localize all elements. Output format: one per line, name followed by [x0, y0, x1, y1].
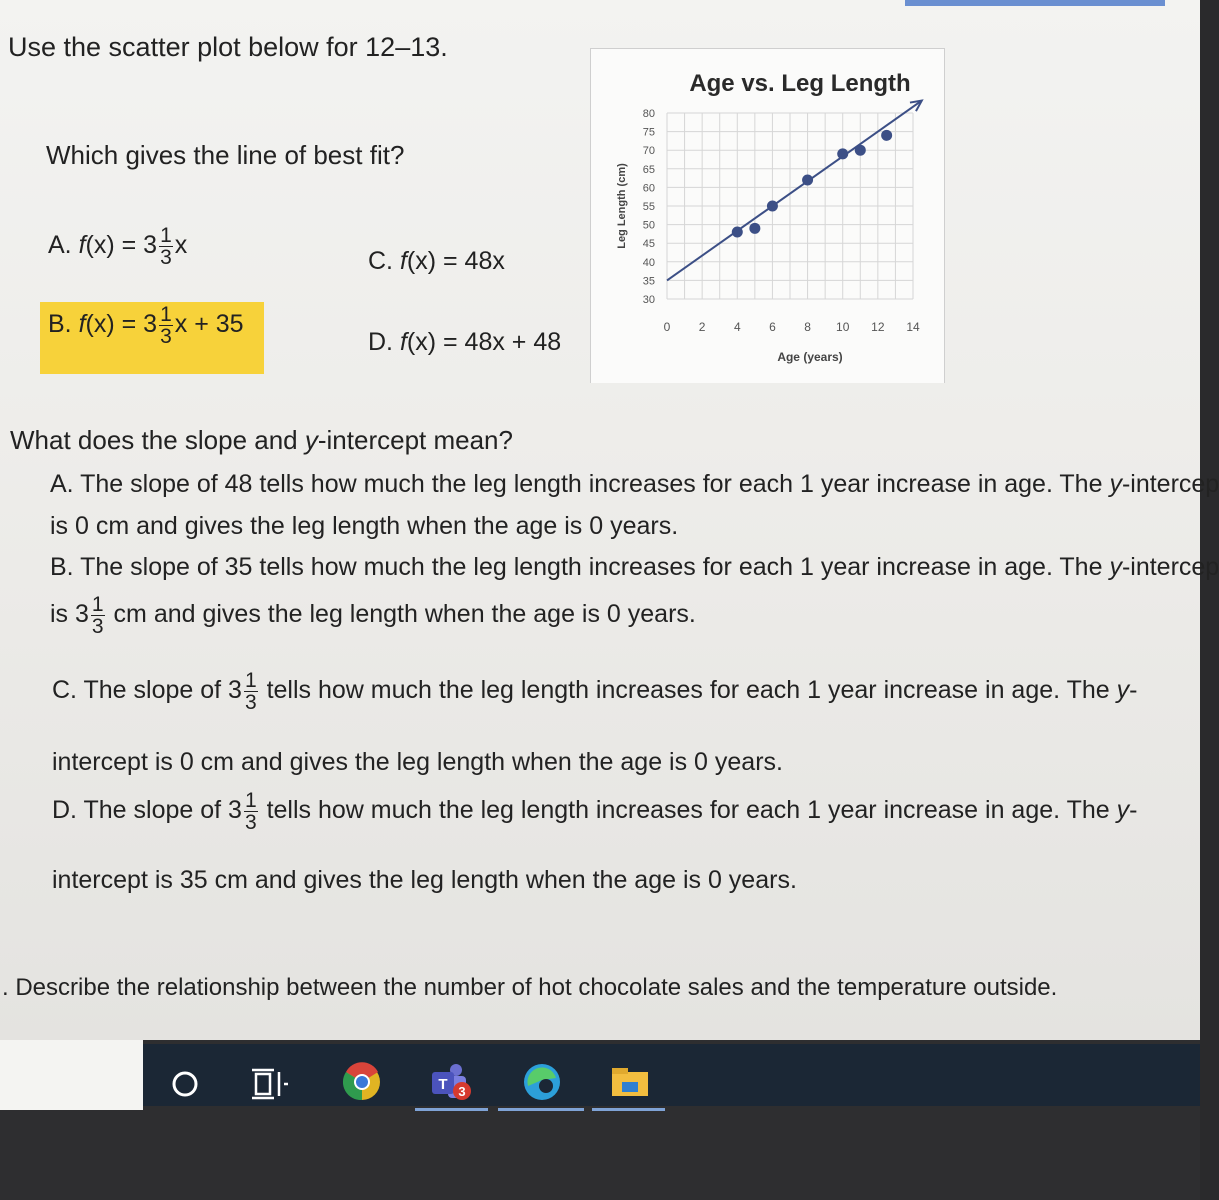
x-tick-label: 6: [769, 320, 776, 334]
x-tick-label: 12: [871, 320, 885, 334]
q13-option-d-line2: intercept is 35 cm and gives the leg length when the age is 0 years.: [52, 866, 797, 894]
scatter-plot-panel: [590, 48, 945, 383]
task-view-icon[interactable]: [246, 1058, 294, 1102]
y-tick-label: 65: [642, 163, 655, 176]
instructions-text: Use the scatter plot below for 12–13.: [8, 32, 448, 62]
y-tick-label: 35: [642, 275, 655, 288]
chart-title: Age vs. Leg Length: [689, 70, 911, 97]
x-tick-label: 14: [906, 320, 920, 334]
teams-letter: T: [438, 1076, 448, 1093]
q12-option-c[interactable]: C. f(x) = 48x: [368, 247, 505, 275]
q12-option-a[interactable]: A. f(x) = 3 $\frac{1}{3}$ x: [48, 224, 188, 269]
q13-option-c-line2: intercept is 0 cm and gives the leg length when the age is 0 years.: [52, 748, 783, 776]
data-point: [802, 174, 813, 185]
x-axis-label: Age (years): [777, 350, 843, 364]
teams-badge: 3: [458, 1084, 466, 1099]
y-tick-label: 40: [642, 256, 655, 269]
q12-prompt: Which gives the line of best fit?: [46, 140, 405, 170]
scatter-plot: [591, 49, 946, 384]
window-accent-line: [905, 0, 1165, 6]
fraction: $\frac{1}{3}$: [244, 789, 257, 834]
fraction: $\frac{1}{3}$: [91, 593, 104, 638]
search-circle-icon[interactable]: [167, 1058, 215, 1102]
fraction: $\frac{1}{3}$: [244, 669, 257, 714]
data-point: [855, 145, 866, 156]
explorer-active-indicator: [592, 1108, 665, 1111]
data-point: [749, 223, 760, 234]
x-tick-label: 10: [836, 320, 850, 334]
y-tick-label: 80: [642, 108, 655, 120]
q13-option-c-line1[interactable]: C. The slope of 3 $\frac{1}{3}$ tells how much the leg length increases for each 1 year increase in age. The y-: [52, 669, 1138, 714]
fraction: $\frac{1}{3}$: [160, 303, 172, 348]
file-explorer-icon[interactable]: [606, 1058, 654, 1102]
x-tick-label: 2: [698, 320, 706, 334]
y-tick-label: 50: [642, 219, 655, 232]
q13-prompt: What does the slope and y-intercept mean?: [10, 425, 513, 455]
data-point: [837, 148, 848, 159]
y-axis-label: Leg Length (cm): [616, 163, 628, 249]
fraction: $\frac{1}{3}$: [160, 224, 172, 269]
q13-option-d-line1[interactable]: D. The slope of 3 $\frac{1}{3}$ tells how much the leg length increases for each 1 year increase in age. The y-: [52, 789, 1138, 834]
q13-option-b-line2: is 3 $\frac{1}{3}$ cm and gives the leg length when the age is 0 years.: [50, 593, 696, 638]
y-tick-label: 60: [642, 182, 655, 195]
y-tick-label: 45: [642, 238, 655, 251]
x-tick-label: 8: [804, 320, 811, 334]
data-point: [732, 227, 743, 238]
q12-option-d[interactable]: D. f(x) = 48x + 48: [368, 328, 562, 356]
q14-prompt: . Describe the relationship between the number of hot chocolate sales and the temperature outside.: [2, 974, 1058, 1001]
y-tick-label: 70: [642, 145, 655, 158]
q13-option-a-line1[interactable]: A. The slope of 48 tells how much the leg length increases for each 1 year increase in age. The y-intercep: [50, 470, 1219, 498]
q12-option-b[interactable]: B. f(x) = 3 $\frac{1}{3}$ x + 35: [48, 303, 244, 348]
data-point: [767, 201, 778, 212]
edge-icon[interactable]: [518, 1058, 566, 1102]
chrome-icon[interactable]: [340, 1058, 388, 1102]
taskbar-left-panel: [0, 1040, 143, 1110]
taskbar-bar: [143, 1044, 1200, 1106]
trend-line: [667, 101, 922, 281]
teams-active-indicator: [415, 1108, 488, 1111]
y-tick-label: 55: [642, 201, 655, 213]
x-tick-label: 0: [663, 320, 671, 334]
y-tick-label: 30: [642, 294, 655, 306]
teams-icon[interactable]: [426, 1058, 474, 1102]
taskbar: [0, 1040, 1200, 1200]
edge-active-indicator: [498, 1108, 584, 1111]
y-tick-label: 75: [642, 126, 655, 139]
q13-option-b-line1[interactable]: B. The slope of 35 tells how much the leg length increases for each 1 year increase in age. The y-intercep: [50, 553, 1219, 581]
data-point: [881, 130, 892, 141]
q13-option-a-line2: is 0 cm and gives the leg length when the age is 0 years.: [50, 512, 679, 540]
x-tick-label: 4: [733, 320, 741, 334]
